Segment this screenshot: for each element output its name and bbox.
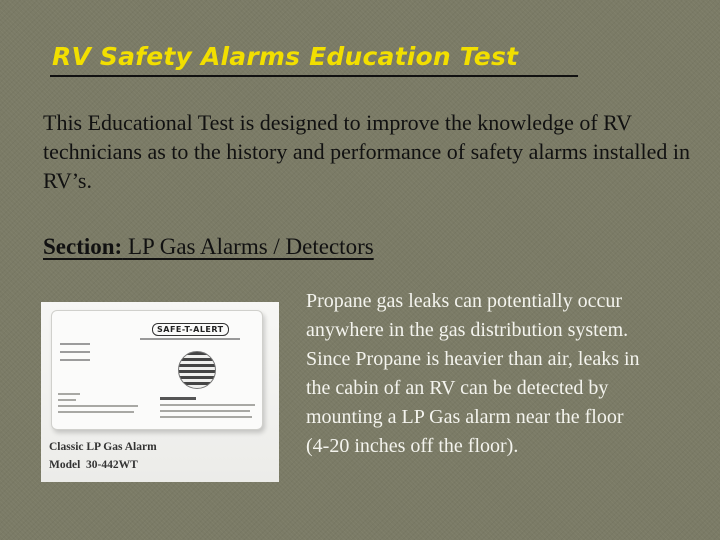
section-value: LP Gas Alarms / Detectors [127,234,374,259]
caption-line-2: Model 30-442WT [49,459,138,471]
device-warning-text [160,410,250,412]
device-warning-text [160,404,255,406]
device-model-plate [58,393,80,395]
propane-info-paragraph: Propane gas leaks can potentially occur anywhere in the gas distribution system. Since Propane is heavier than air, leaks in the cabin of an RV can be detected by mounting a LP Gas alarm near the floor (4-20 inches off the floor). [306,290,640,457]
section-label: Section: [43,234,123,259]
device-model-plate [58,399,76,401]
title-underline [50,75,578,77]
photo-caption [49,438,157,474]
slide-title: RV Safety Alarms Education Test [52,42,519,71]
device-model-plate [58,411,134,413]
device-subtitle-line [140,338,240,340]
device-speaker-grille [178,351,216,389]
device-indicator-label [60,359,90,361]
device-indicator-label [60,343,90,345]
intro-paragraph: This Educational Test is designed to improve the knowledge of RV technicians as to the history and performance of safety alarms installed in RV’s. [43,110,690,193]
device-warning-heading [160,397,196,400]
section-heading [43,234,374,260]
device-indicator-label [60,351,90,353]
device-warning-text [160,416,252,418]
lp-gas-alarm-device [51,310,263,430]
device-model-plate [58,405,138,407]
caption-line-1: Classic LP Gas Alarm [49,441,157,453]
product-photo [41,302,279,482]
device-brand-logo: SAFE-T-ALERT [152,323,229,336]
